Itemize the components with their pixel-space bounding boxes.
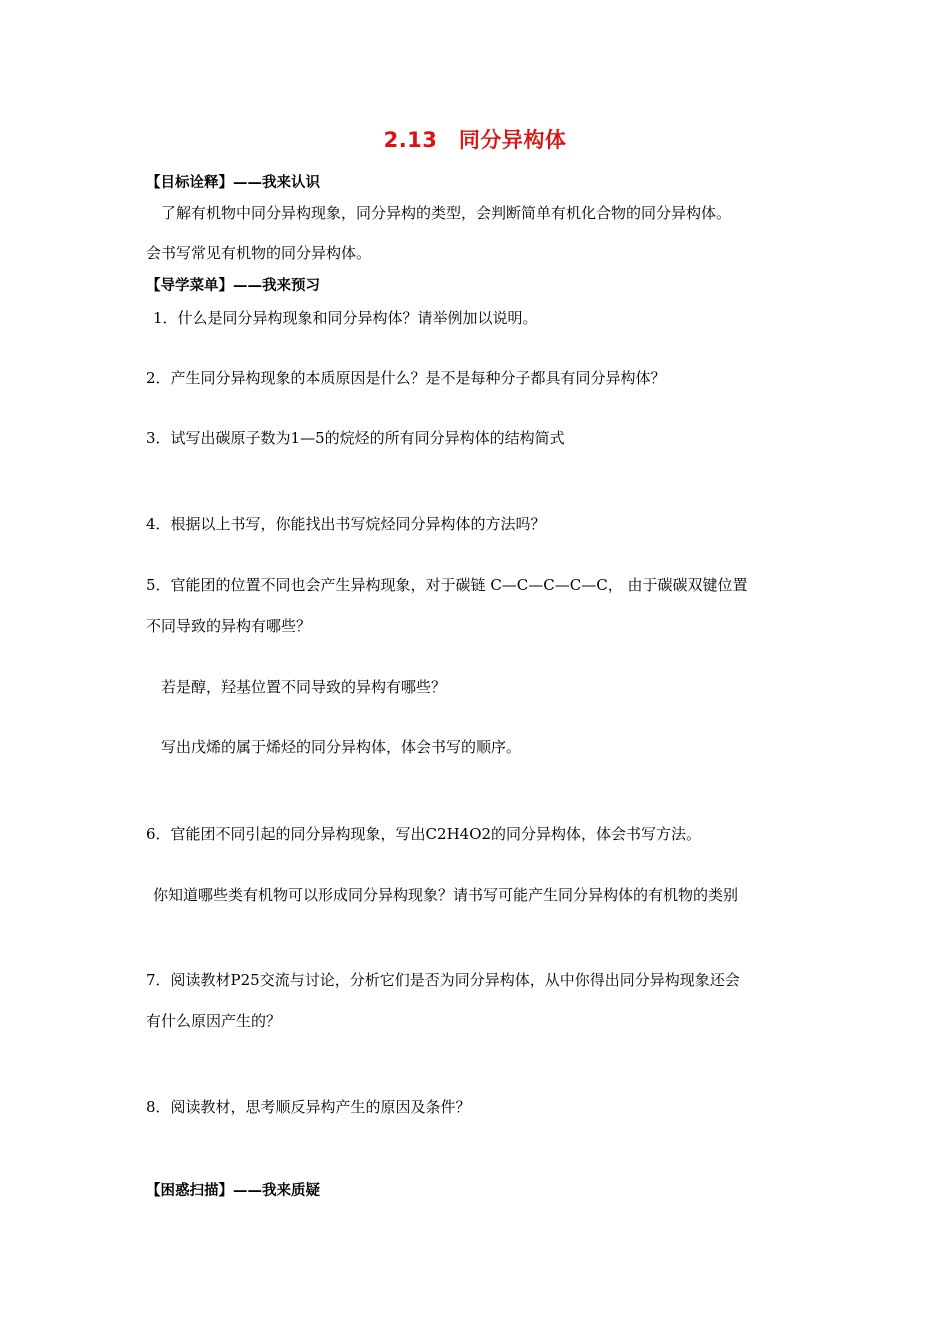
goal-paragraph-line2: 会书写常见有机物的同分异构体。 [146, 244, 372, 262]
question-6: 6．官能团不同引起的同分异构现象，写出C2H4O2的同分异构体，体会书写方法。 [146, 825, 702, 843]
doubt-heading: 【困惑扫描】——我来质疑 [146, 1183, 320, 1199]
question-5-sub2: 写出戊烯的属于烯烃的同分异构体，体会书写的顺序。 [161, 738, 522, 756]
goal-paragraph-line1: 了解有机物中同分异构现象，同分异构的类型，会判断简单有机化合物的同分异构体。 [161, 204, 732, 222]
question-6-sub: 你知道哪些类有机物可以形成同分异构现象？请书写可能产生同分异构体的有机物的类别 [153, 886, 739, 904]
question-5-line2: 不同导致的异构有哪些？ [146, 617, 312, 635]
question-4: 4．根据以上书写，你能找出书写烷烃同分异构体的方法吗？ [146, 515, 546, 533]
question-3: 3．试写出碳原子数为1—5的烷烃的所有同分异构体的结构简式 [146, 429, 565, 447]
question-5-sub1: 若是醇，羟基位置不同导致的异构有哪些？ [161, 678, 447, 696]
question-2: 2．产生同分异构现象的本质原因是什么？是不是每种分子都具有同分异构体？ [146, 369, 666, 387]
goal-heading: 【目标诠释】——我来认识 [146, 175, 320, 191]
question-7-line1: 7．阅读教材P25交流与讨论，分析它们是否为同分异构体，从中你得出同分异构现象还会 [146, 971, 740, 989]
question-5-line1: 5．官能团的位置不同也会产生异构现象，对于碳链 C—C—C—C—C， 由于碳碳双键位置 [146, 576, 748, 594]
question-7-line2: 有什么原因产生的？ [146, 1012, 282, 1030]
page-title: 2.13 同分异构体 [383, 128, 567, 152]
question-8: 8．阅读教材，思考顺反异构产生的原因及条件？ [146, 1098, 471, 1116]
question-1: 1．什么是同分异构现象和同分异构体？请举例加以说明。 [153, 309, 538, 327]
guide-heading: 【导学菜单】——我来预习 [146, 278, 320, 294]
